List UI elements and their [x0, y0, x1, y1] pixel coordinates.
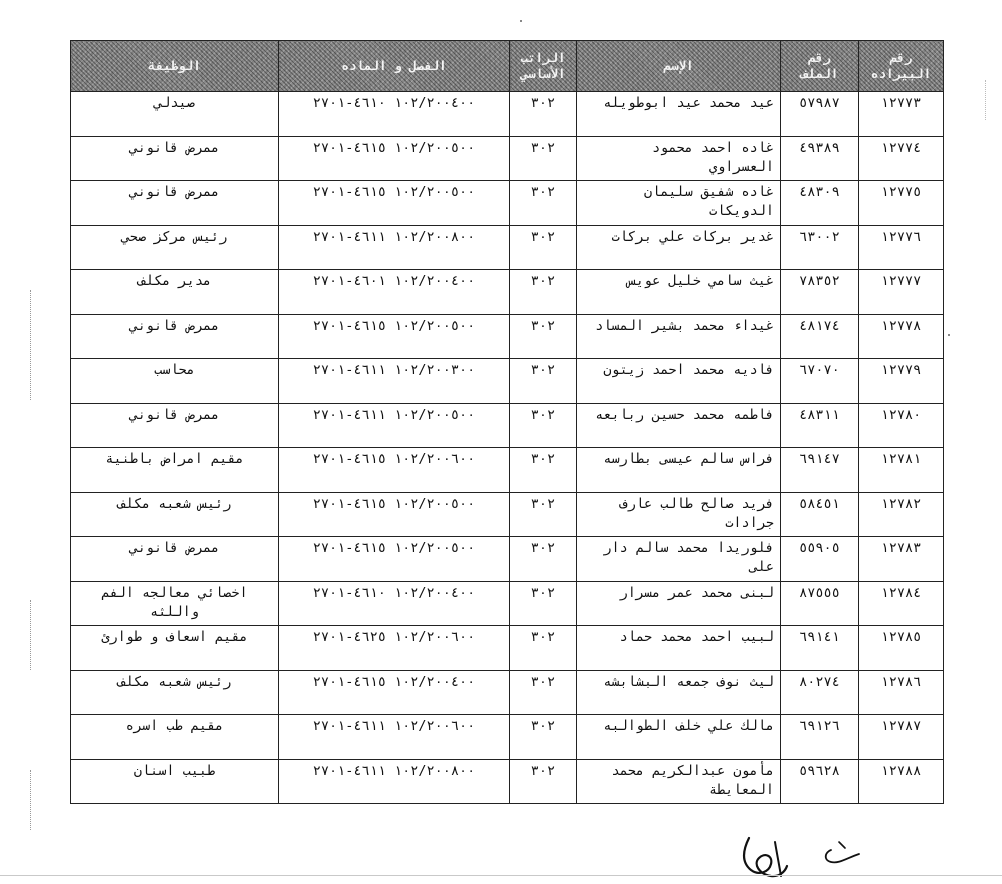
header-basic-salary: الراتب الأساسي: [510, 41, 577, 92]
cell-job-title: رئيس مركز صحي: [71, 225, 279, 270]
cell-basic-salary: ٣٠٢: [510, 136, 577, 181]
table-row: [71, 492, 944, 537]
cell-section-code: ١٠٢/٢٠٠٥٠٠ ٤٦١٥-٢٧٠١: [279, 181, 510, 226]
cell-basic-salary: ٣٠٢: [510, 270, 577, 315]
header-file-no: رقم الملف: [781, 41, 859, 92]
cell-job-title: رئيس شعبه مكلف: [71, 492, 279, 537]
cell-section-code: ١٠٢/٢٠٠٥٠٠ ٤٦١٥-٢٧٠١: [279, 492, 510, 537]
cell-section-code: ١٠٢/٢٠٠٥٠٠ ٤٦١٥-٢٧٠١: [279, 314, 510, 359]
cell-number: ١٢٧٧٥: [859, 181, 944, 226]
cell-section-code: ١٠٢/٢٠٠٦٠٠ ٤٦١١-٢٧٠١: [279, 715, 510, 760]
cell-name: غاده احمد محمود العسراوي: [577, 136, 781, 181]
cell-section-code: ١٠٢/٢٠٠٨٠٠ ٤٦١١-٢٧٠١: [279, 759, 510, 804]
table-row: [71, 715, 944, 760]
table-row: [71, 92, 944, 137]
header-number: رقم البيراده: [859, 41, 944, 92]
cell-file-no: ٦٣٠٠٢: [781, 225, 859, 270]
cell-section-code: ١٠٢/٢٠٠٦٠٠ ٤٦١٥-٢٧٠١: [279, 448, 510, 493]
cell-name: مأمون عبدالكريم محمد المعايطة: [577, 759, 781, 804]
cell-file-no: ٤٨٣١١: [781, 403, 859, 448]
cell-number: ١٢٧٧٤: [859, 136, 944, 181]
cell-file-no: ٦٩١٢٦: [781, 715, 859, 760]
cell-number: ١٢٧٧٧: [859, 270, 944, 315]
cell-basic-salary: ٣٠٢: [510, 492, 577, 537]
cell-file-no: ٦٧٠٧٠: [781, 359, 859, 404]
scan-margin-mark: [30, 290, 31, 400]
cell-basic-salary: ٣٠٢: [510, 181, 577, 226]
cell-section-code: ١٠٢/٢٠٠٤٠٠ ٤٦٠١-٢٧٠١: [279, 270, 510, 315]
cell-file-no: ٤٨٣٠٩: [781, 181, 859, 226]
cell-job-title: ممرض قانوني: [71, 314, 279, 359]
cell-number: ١٢٧٧٣: [859, 92, 944, 137]
cell-section-code: ١٠٢/٢٠٠٤٠٠ ٤٦١٠-٢٧٠١: [279, 92, 510, 137]
cell-name: لبيب احمد محمد حماد: [577, 626, 781, 671]
cell-number: ١٢٧٧٨: [859, 314, 944, 359]
scan-margin-mark: [30, 600, 31, 670]
cell-number: ١٢٧٨٠: [859, 403, 944, 448]
cell-file-no: ٤٩٣٨٩: [781, 136, 859, 181]
header-name: الإسم: [577, 41, 781, 92]
cell-name: غيث سامي خليل عويس: [577, 270, 781, 315]
cell-name: فاديه محمد احمد زيتون: [577, 359, 781, 404]
cell-number: ١٢٧٧٩: [859, 359, 944, 404]
cell-section-code: ١٠٢/٢٠٠٥٠٠ ٤٦١٥-٢٧٠١: [279, 537, 510, 582]
cell-basic-salary: ٣٠٢: [510, 225, 577, 270]
handwritten-signature: [735, 832, 875, 878]
table-row: [71, 181, 944, 226]
cell-name: مالك علي خلف الطوالبه: [577, 715, 781, 760]
cell-file-no: ٥٨٤٥١: [781, 492, 859, 537]
cell-name: فاطمه محمد حسين ربابعه: [577, 403, 781, 448]
cell-number: ١٢٧٨٣: [859, 537, 944, 582]
cell-file-no: ٤٨١٧٤: [781, 314, 859, 359]
cell-name: عيد محمد عيد ابوطويله: [577, 92, 781, 137]
cell-job-title: اخصائي معالجه الفم واللثه: [71, 581, 279, 626]
table-row: [71, 403, 944, 448]
cell-basic-salary: ٣٠٢: [510, 92, 577, 137]
cell-section-code: ١٠٢/٢٠٠٦٠٠ ٤٦٢٥-٢٧٠١: [279, 626, 510, 671]
cell-job-title: محاسب: [71, 359, 279, 404]
cell-basic-salary: ٣٠٢: [510, 537, 577, 582]
cell-job-title: ممرض قانوني: [71, 537, 279, 582]
table-row: [71, 225, 944, 270]
scan-margin-mark: [985, 80, 986, 120]
cell-file-no: ٨٠٢٧٤: [781, 670, 859, 715]
cell-name: فلوريدا محمد سالم دار على: [577, 537, 781, 582]
cell-basic-salary: ٣٠٢: [510, 314, 577, 359]
table-row: [71, 581, 944, 626]
table-row: [71, 448, 944, 493]
cell-name: غاده شفيق سليمان الدويكات: [577, 181, 781, 226]
cell-section-code: ١٠٢/٢٠٠٨٠٠ ٤٦١١-٢٧٠١: [279, 225, 510, 270]
cell-section-code: ١٠٢/٢٠٠٤٠٠ ٤٦١٠-٢٧٠١: [279, 581, 510, 626]
page-edge-line: [0, 875, 1002, 876]
table-header-row: [71, 41, 944, 92]
cell-job-title: مقيم اسعاف و طوارئ: [71, 626, 279, 671]
cell-number: ١٢٧٧٦: [859, 225, 944, 270]
cell-job-title: مقيم طب اسره: [71, 715, 279, 760]
cell-job-title: صيدلي: [71, 92, 279, 137]
staff-table: [70, 40, 944, 804]
cell-file-no: ٥٩٦٢٨: [781, 759, 859, 804]
cell-job-title: مدير مكلف: [71, 270, 279, 315]
table-row: [71, 136, 944, 181]
cell-file-no: ٥٥٩٠٥: [781, 537, 859, 582]
cell-basic-salary: ٣٠٢: [510, 626, 577, 671]
cell-file-no: ٥٧٩٨٧: [781, 92, 859, 137]
cell-name: فريد صالح طالب عارف جرادات: [577, 492, 781, 537]
cell-basic-salary: ٣٠٢: [510, 403, 577, 448]
cell-section-code: ١٠٢/٢٠٠٥٠٠ ٤٦١٥-٢٧٠١: [279, 136, 510, 181]
table-row: [71, 626, 944, 671]
header-section-code: الفصل و الماده: [279, 41, 510, 92]
cell-number: ١٢٧٨١: [859, 448, 944, 493]
table-row: [71, 759, 944, 804]
cell-file-no: ٦٩١٤١: [781, 626, 859, 671]
scan-margin-mark: [30, 770, 31, 830]
cell-job-title: طبيب اسنان: [71, 759, 279, 804]
scan-speck: [520, 20, 522, 22]
cell-basic-salary: ٣٠٢: [510, 759, 577, 804]
table-row: [71, 359, 944, 404]
table-row: [71, 670, 944, 715]
cell-name: غيداء محمد بشير المساد: [577, 314, 781, 359]
cell-section-code: ١٠٢/٢٠٠٤٠٠ ٤٦١٥-٢٧٠١: [279, 670, 510, 715]
cell-name: ليث نوف جمعه البشابشه: [577, 670, 781, 715]
cell-file-no: ٦٩١٤٧: [781, 448, 859, 493]
cell-basic-salary: ٣٠٢: [510, 715, 577, 760]
cell-number: ١٢٧٨٦: [859, 670, 944, 715]
cell-basic-salary: ٣٠٢: [510, 359, 577, 404]
table-row: [71, 314, 944, 359]
cell-section-code: ١٠٢/٢٠٠٥٠٠ ٤٦١١-٢٧٠١: [279, 403, 510, 448]
cell-basic-salary: ٣٠٢: [510, 670, 577, 715]
cell-number: ١٢٧٨٧: [859, 715, 944, 760]
cell-number: ١٢٧٨٨: [859, 759, 944, 804]
cell-name: فراس سالم عيسى بطارسه: [577, 448, 781, 493]
cell-job-title: رئيس شعبه مكلف: [71, 670, 279, 715]
table-row: [71, 537, 944, 582]
scan-speck: [948, 334, 950, 336]
cell-number: ١٢٧٨٤: [859, 581, 944, 626]
cell-name: لبنى محمد عمر مسرار: [577, 581, 781, 626]
cell-number: ١٢٧٨٢: [859, 492, 944, 537]
cell-basic-salary: ٣٠٢: [510, 581, 577, 626]
header-job-title: الوظيفة: [71, 41, 279, 92]
cell-section-code: ١٠٢/٢٠٠٣٠٠ ٤٦١١-٢٧٠١: [279, 359, 510, 404]
cell-job-title: ممرض قانوني: [71, 136, 279, 181]
cell-basic-salary: ٣٠٢: [510, 448, 577, 493]
table-row: [71, 270, 944, 315]
cell-file-no: ٨٧٥٥٥: [781, 581, 859, 626]
cell-number: ١٢٧٨٥: [859, 626, 944, 671]
cell-name: غدير بركات علي بركات: [577, 225, 781, 270]
cell-job-title: ممرض قانوني: [71, 403, 279, 448]
cell-job-title: ممرض قانوني: [71, 181, 279, 226]
cell-job-title: مقيم امراض باطنية: [71, 448, 279, 493]
cell-file-no: ٧٨٣٥٢: [781, 270, 859, 315]
